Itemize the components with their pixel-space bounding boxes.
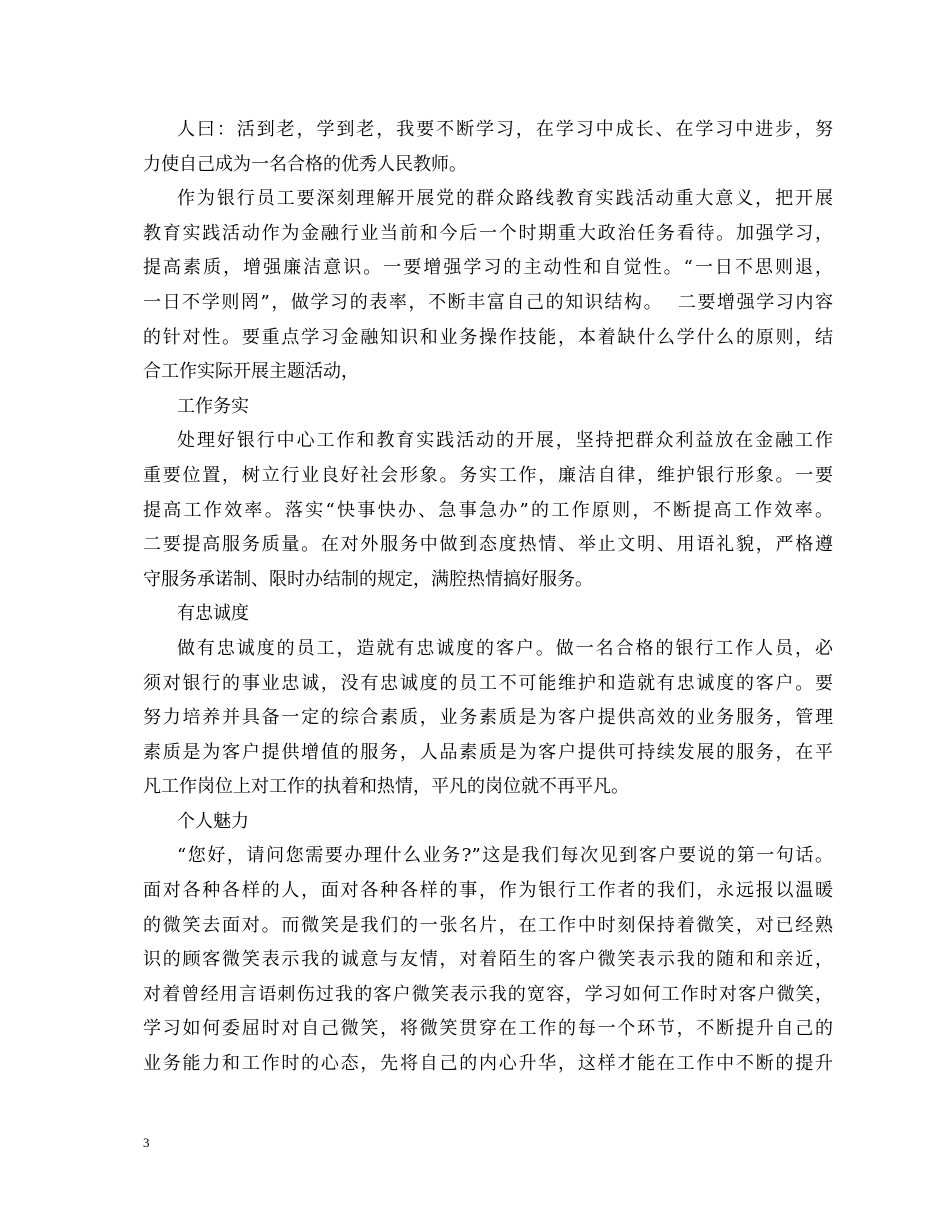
text-line: 努力培养并具备一定的综合素质，业务素质是为客户提供高效的业务服务，管理 <box>143 707 833 729</box>
text-line: 力使自己成为一名合格的优秀人民教师。 <box>143 153 467 175</box>
text-line: 合工作实际开展主题活动， <box>143 361 359 383</box>
text-line: 的微笑去面对。而微笑是我们的一张名片，在工作中时刻保持着微笑，对已经熟 <box>143 914 833 936</box>
body-text <box>143 113 833 1082</box>
text-line: 识的顾客微笑表示我的诚意与友情，对着陌生的客户微笑表示我的随和和亲近， <box>143 949 833 971</box>
text-line: 重要位置，树立行业良好社会形象。务实工作，廉洁自律，维护银行形象。一要 <box>143 464 833 486</box>
text-line: 面对各种各样的人，面对各种各样的事，作为银行工作者的我们，永远报以温暖 <box>143 880 833 902</box>
text-line: 提高素质，增强廉洁意识。一要增强学习的主动性和自觉性。“一日不思则退， <box>143 257 833 279</box>
text-line: 学习如何委屈时对自己微笑，将微笑贯穿在工作的每一个环节，不断提升自己的 <box>143 1018 833 1040</box>
text-line: 凡工作岗位上对工作的执着和热情，平凡的岗位就不再平凡。 <box>143 776 629 798</box>
text-line: 守服务承诺制、限时办结制的规定，满腔热情搞好服务。 <box>143 568 593 590</box>
text-line: 业务能力和工作时的心态，先将自己的内心升华，这样才能在工作中不断的提升 <box>143 1053 833 1075</box>
text-line: 处理好银行中心工作和教育实践活动的开展，坚持把群众利益放在金融工作 <box>177 430 833 452</box>
text-line: 教育实践活动作为金融行业当前和今后一个时期重大政治任务看待。加强学习， <box>143 222 833 244</box>
text-line: 作为银行员工要深刻理解开展党的群众路线教育实践活动重大意义，把开展 <box>177 188 833 210</box>
text-line: 一日不学则罔”，做学习的表率，不断丰富自己的知识结构。 二要增强学习内容 <box>143 291 833 313</box>
text-line: 须对银行的事业忠诚，没有忠诚度的员工不可能维护和造就有忠诚度的客户。要 <box>143 672 833 694</box>
section-heading: 有忠诚度 <box>177 603 249 625</box>
section-heading: 个人魅力 <box>177 810 249 832</box>
section-heading: 工作务实 <box>177 395 249 417</box>
text-line: 人曰：活到老，学到老，我要不断学习，在学习中成长、在学习中进步，努 <box>177 119 833 140</box>
text-line: 的针对性。要重点学习金融知识和业务操作技能，本着缺什么学什么的原则，结 <box>143 326 833 348</box>
text-line: 对着曾经用言语刺伤过我的客户微笑表示我的宽容，学习如何工作时对客户微笑， <box>143 983 833 1005</box>
page-number: 3 <box>143 1135 150 1150</box>
text-line: 提高工作效率。落实“快事快办、急事急办”的工作原则，不断提高工作效率。 <box>143 499 833 521</box>
text-line: 做有忠诚度的员工，造就有忠诚度的客户。做一名合格的银行工作人员，必 <box>177 637 833 659</box>
text-line: 素质是为客户提供增值的服务，人品素质是为客户提供可持续发展的服务，在平 <box>143 741 833 763</box>
text-line: “您好，请问您需要办理什么业务?”这是我们每次见到客户要说的第一句话。 <box>177 845 833 867</box>
text-line: 二要提高服务质量。在对外服务中做到态度热情、举止文明、用语礼貌，严格遵 <box>143 534 833 556</box>
